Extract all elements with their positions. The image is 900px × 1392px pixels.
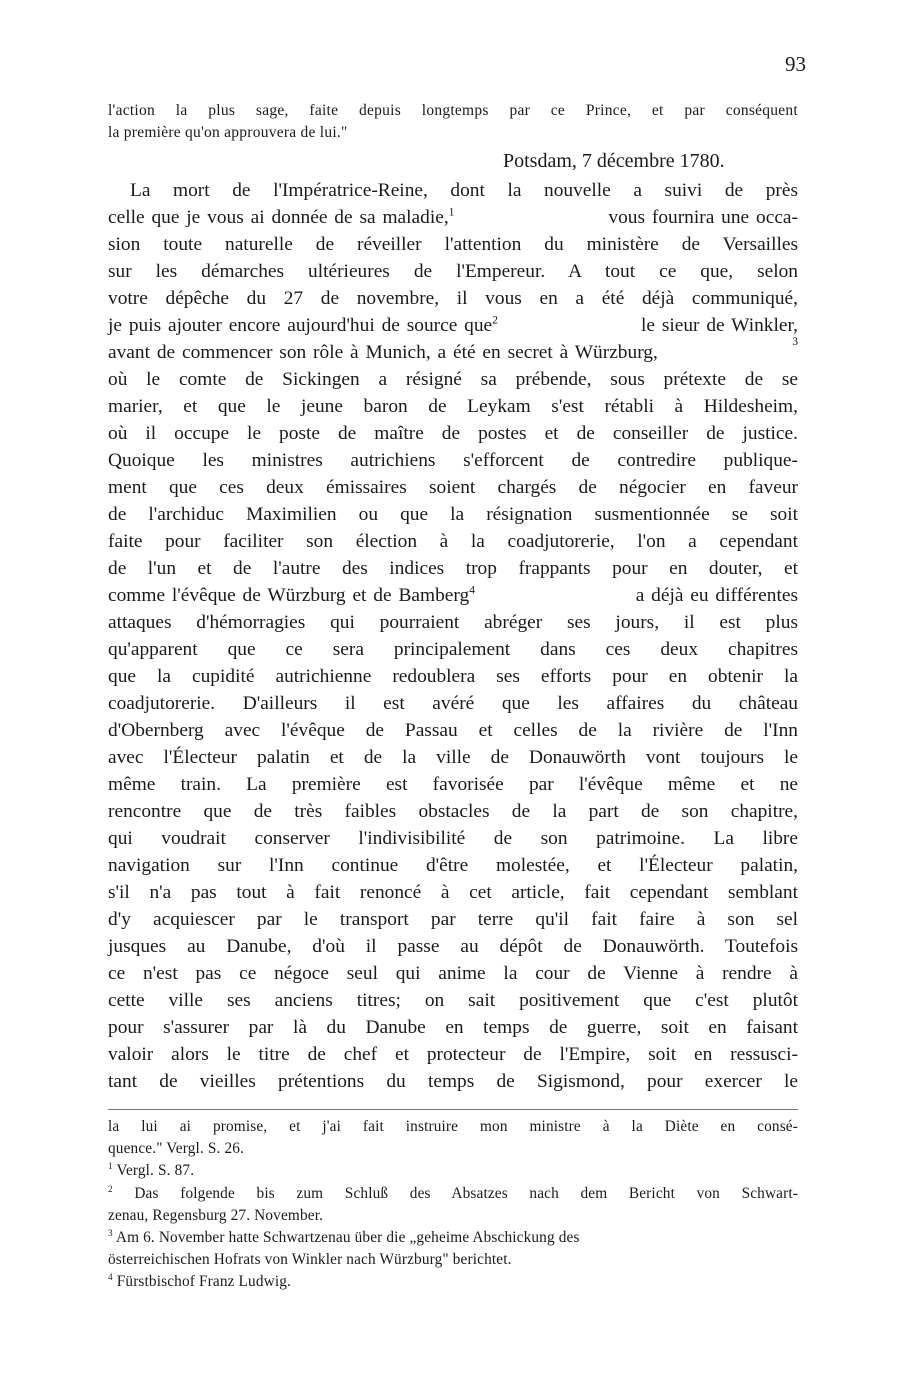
body-line xyxy=(108,207,798,229)
footnote-number: 4 xyxy=(108,1271,113,1282)
body-text: je puis ajouter encore aujourd'hui de source que xyxy=(108,315,493,336)
footnote-line xyxy=(108,1162,194,1180)
footnote-text: Fürstbischof Franz Ludwig. xyxy=(116,1273,292,1290)
footnote-marker: 4 xyxy=(469,583,475,597)
body-line: rencontre que de très faibles obstacles de la part de son chapitre, xyxy=(108,801,798,822)
body-line xyxy=(108,335,798,364)
footnote-line: österreichischen Hofrats von Winkler nach Würzburg" berichtet. xyxy=(108,1251,512,1268)
body-line: navigation sur l'Inn continue d'être molestée, et l'Électeur palatin, xyxy=(108,855,798,876)
body-line: même train. La première est favorisée par l'évêque même et ne xyxy=(108,774,798,795)
footnote-marker: 1 xyxy=(448,205,455,219)
body-line: pour s'assurer par là du Danube en temps de guerre, soit en faisant xyxy=(108,1017,798,1038)
body-line: que la cupidité autrichienne redoublera ses efforts pour en obtenir la xyxy=(108,666,798,687)
body-text: vous fournira une occa- xyxy=(608,207,798,228)
footnote-number: 3 xyxy=(108,1227,113,1238)
body-line: s'il n'a pas tout à fait renoncé à cet article, fait cependant semblant xyxy=(108,882,798,903)
body-line: d'Obernberg avec l'évêque de Passau et celles de la rivière de l'Inn xyxy=(108,720,798,741)
footnote-marker: 2 xyxy=(492,313,498,327)
body-line: La mort de l'Impératrice-Reine, dont la nouvelle a suivi de près xyxy=(130,180,798,201)
dateline: Potsdam, 7 décembre 1780. xyxy=(503,150,725,172)
page-number: 93 xyxy=(785,52,806,76)
body-line: où il occupe le poste de maître de postes et de conseiller de justice. xyxy=(108,423,798,444)
footnote-line xyxy=(108,1273,291,1291)
footnote-line xyxy=(108,1185,798,1203)
footnote-number: 1 xyxy=(108,1160,113,1171)
body-line: ce n'est pas ce négoce seul qui anime la cour de Vienne à rendre à xyxy=(108,963,798,984)
footnote-text: Vergl. S. 87. xyxy=(116,1162,195,1179)
body-line xyxy=(108,585,798,607)
body-line: sur les démarches ultérieures de l'Empereur. A tout ce que, selon xyxy=(108,261,798,282)
body-line: d'y acquiescer par le transport par terre qu'il fait faire à son sel xyxy=(108,909,798,930)
body-text: le sieur de Winkler, xyxy=(640,315,798,336)
body-line: jusques au Danube, d'où il passe au dépôt de Donauwörth. Toutefois xyxy=(108,936,798,957)
body-line: coadjutorerie. D'ailleurs il est avéré que les affaires du château xyxy=(108,693,798,714)
body-text: avant de commencer son rôle à Munich, a été en secret à Würzburg, xyxy=(108,342,658,363)
footnote-line: quence." Vergl. S. 26. xyxy=(108,1140,245,1157)
body-line: ment que ces deux émissaires soient chargés de négocier en faveur xyxy=(108,477,798,498)
footnote-line: la lui ai promise, et j'ai fait instruire mon ministre à la Diète en consé- xyxy=(108,1118,798,1135)
body-line: où le comte de Sickingen a résigné sa prébende, sous prétexte de se xyxy=(108,369,798,390)
body-line: cette ville ses anciens titres; on sait positivement que c'est plutôt xyxy=(108,990,798,1011)
footnote-marker: 3 xyxy=(792,335,798,348)
body-line: sion toute naturelle de réveiller l'attention du ministère de Versailles xyxy=(108,234,798,255)
footnote-text: Das folgende bis zum Schluß des Absatzes nach dem Bericht von Schwart- xyxy=(134,1185,798,1202)
body-text: comme l'évêque de Würzburg et de Bamberg xyxy=(108,585,470,606)
body-line: valoir alors le titre de chef et protecteur de l'Empire, soit en ressusci- xyxy=(108,1044,798,1065)
body-line: faite pour faciliter son élection à la coadjutorerie, l'on a cependant xyxy=(108,531,798,552)
intro-line: la première qu'on approuvera de lui." xyxy=(108,124,348,141)
footnote-divider xyxy=(108,1109,798,1110)
footnote-line xyxy=(108,1229,580,1247)
body-line: attaques d'hémorragies qui pourraient abréger ses jours, il est plus xyxy=(108,612,798,633)
body-text: a déjà eu différentes xyxy=(635,585,798,606)
body-line: de l'un et de l'autre des indices trop frappants pour en douter, et xyxy=(108,558,798,579)
body-line: votre dépêche du 27 de novembre, il vous en a été déjà communiqué, xyxy=(108,288,798,309)
body-line: tant de vieilles prétentions du temps de Sigismond, pour exercer le xyxy=(108,1071,798,1092)
footnote-number: 2 xyxy=(108,1183,113,1194)
footnote-line: zenau, Regensburg 27. November. xyxy=(108,1207,324,1224)
body-line: Quoique les ministres autrichiens s'efforcent de contredire publique- xyxy=(108,450,798,471)
body-line xyxy=(108,315,798,337)
body-line: avec l'Électeur palatin et de la ville de Donauwörth vont toujours le xyxy=(108,747,798,768)
body-line: de l'archiduc Maximilien ou que la résignation susmentionnée se soit xyxy=(108,504,798,525)
body-line: qu'apparent que ce sera principalement dans ces deux chapitres xyxy=(108,639,798,660)
body-line: marier, et que le jeune baron de Leykam s'est rétabli à Hildesheim, xyxy=(108,396,798,417)
body-line: qui voudrait conserver l'indivisibilité de son patrimoine. La libre xyxy=(108,828,798,849)
body-text: celle que je vous ai donnée de sa maladie, xyxy=(108,207,449,228)
footnote-text: Am 6. November hatte Schwartzenau über die „geheime Abschickung des xyxy=(115,1229,580,1246)
intro-line: l'action la plus sage, faite depuis longtemps par ce Prince, et par conséquent xyxy=(108,102,798,119)
